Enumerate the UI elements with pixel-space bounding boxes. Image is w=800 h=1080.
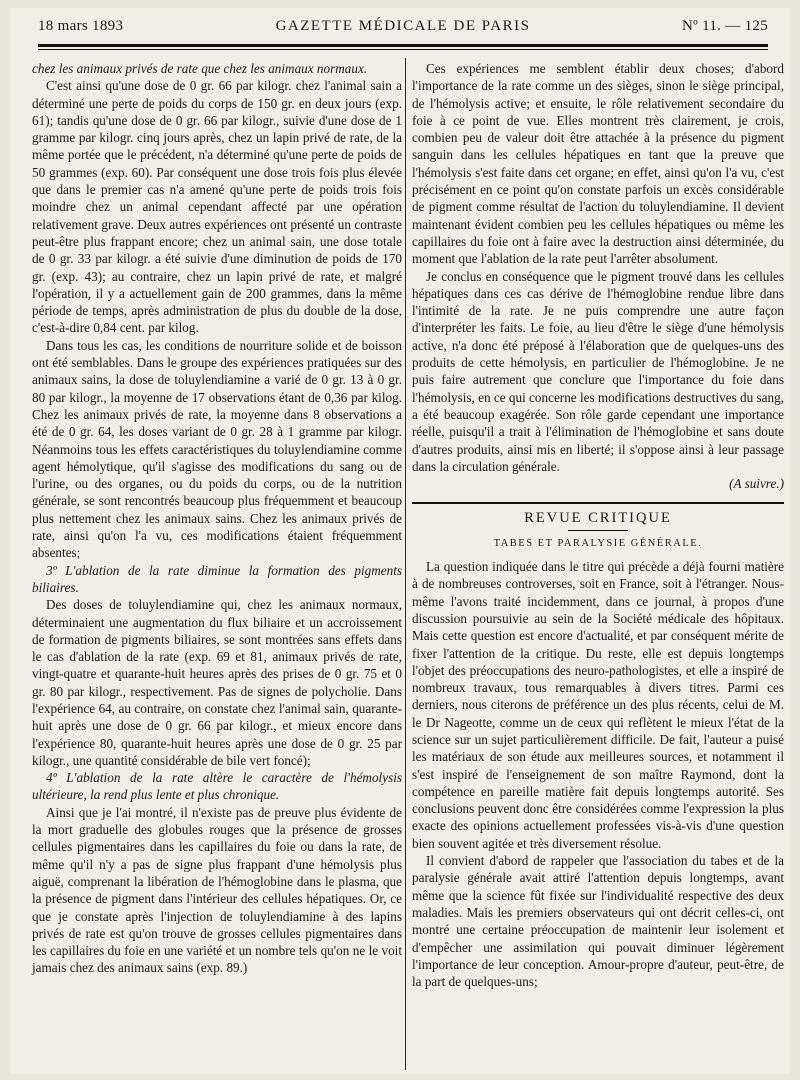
section-subtitle: TABES ET PARALYSIE GÉNÉRALE. <box>493 537 703 549</box>
paragraph: Des doses de toluylendiamine qui, chez les animaux normaux, déterminaient une augmentation du flux biliaire et un accroissement de formation de pigments biliaires, se sont montrées sans effets dans le cas d'ablation de la rate (exp. 69 et 81, animaux privés de rate, vingt-quatre et quarante-huit heures après des prises de 0 gr. 75 et 0 gr. 80 par kilogr., respectivement. Pas de signes de polycholie. Dans l'expérience 64, au contraire, on constate chez l'animal sain, quarante-huit après une dose de 0 gr. 66 par kilogr., et mieux encore dans l'expérience 80, quarante-huit heures après une dose de 0 gr. 25 par kilogr., une quantité considérable de bile vert foncé); <box>32 597 402 768</box>
paragraph: C'est ainsi qu'une dose de 0 gr. 66 par kilogr. chez l'animal sain a déterminé une perte de poids du corps de 150 gr. en deux jours (exp. 61); tandis qu'une dose de 0 gr. 66 par kilogr., suivie d'une dose de 1 gramme par kilogr. cinq jours après, chez un lapin privé de rate, de la même portée que le précédent, n'a déterminé qu'une perte de poids de 50 grammes (exp. 60). Par conséquent une dose trois fois plus élevée que dans le premier cas n'a amené qu'une perte de poids trois fois moindre chez un animal cependant affecté par une opération relativement grave. Deux autres expériences ont présenté un contraste peut-être plus frappant encore; chez un animal sain, une dose totale de 0 gr. 33 par kilogr. a été suivie d'une diminution de poids de 170 gr. (exp. 43); au contraire, chez un lapin privé de rate, et malgré l'opération, il y a actuellement gain de 200 grammes, dans la même période de temps, après administration de plus du double de la dose, c'est-à-dire 0,84 cent. par kilog. <box>32 78 402 336</box>
issue-number: Nº 11. — 125 <box>681 18 768 34</box>
paragraph: Il convient d'abord de rappeler que l'association du tabes et de la paralysie générale avait attiré l'attention depuis longtemps, avant même que la science fût fixée sur l'individualité respective des deux maladies. Mais les premiers observateurs qui ont décrit celles-ci, ont montré une certaine préoccupation de maintenir leur isolement et d'empêcher une assimilation qui pouvait diminuer légèrement l'importance de leur conception. Amour-propre d'auteur, peut-être, de la part de quelques-uns; <box>412 853 784 990</box>
paragraph: chez les animaux privés de rate que chez les animaux normaux. <box>32 61 368 76</box>
revue-critique-body <box>412 558 784 990</box>
paragraph: Ainsi que je l'ai montré, il n'existe pas de preuve plus évidente de la mort graduelle des globules rouges que la présence de grosses cellules pigmentaires dans les capillaires du foie ou dans la rate, de même qu'il n'y a pas de signe plus frappant d'une hémolysis plus aiguë, comprenant la libération de l'hémoglobine dans le plasma, que la présence de pigment dans l'intérieur des cellules hépatiques. Or, ce que je constate après l'injection de toluylendiamine à des lapins privés de rate est qu'on trouve de grosses cellules pigmentaires dans les capillaires du foie en une variété et un nombre tels qu'on ne le voit jamais chez des animaux sains (exp. 89.) <box>32 804 402 976</box>
section-separator <box>412 502 784 504</box>
paragraph: 4º L'ablation de la rate altère le caractère de l'hémolysis ultérieure, la rend plus lente et plus chronique. <box>32 770 402 803</box>
right-column <box>412 60 784 990</box>
to-be-continued: (A suivre.) <box>729 476 784 492</box>
header-rule-thin <box>38 49 768 50</box>
journal-title: GAZETTE MÉDICALE DE PARIS <box>275 18 531 34</box>
paragraph: Dans tous les cas, les conditions de nourriture solide et de boisson ont été semblables. Dans le groupe des expériences pratiquées sur des animaux sains, la dose de toluylendiamine a varié de 0 gr. 13 à 0 gr. 80 par kilogr., la moyenne de 17 observations étant de 0,36 par kilog. Chez les animaux privés de rate, la moyenne dans 8 observations a été de 0 gr. 64, les doses variant de 0 gr. 28 à 1 gramme par kilogr. Néanmoins tous les effets caractéristiques du toluylendiamine comme agent hémolytique, qu'il s'agisse des modifications du sang ou de l'urine, ou des organes, ou du poids du corps, ou de la nutrition générale, se sont rencontrés beaucoup plus fréquemment et beaucoup plus nettement chez les animaux sains. Chez les animaux privés de rate, ainsi qu'on l'a vu, ces modifications étaient fréquemment absentes; <box>32 337 402 561</box>
page-header <box>38 18 768 40</box>
column-divider <box>405 58 406 1070</box>
header-rule <box>38 44 768 47</box>
paragraph: Je conclus en conséquence que le pigment trouvé dans les cellules hépatiques dans ces cas dérive de l'hémoglobine rendue libre dans l'intimité de la rate. Je ne puis comprendre une autre façon d'interpréter les faits. Le foie, au lieu d'être le siège d'une hémolysis active, n'a donc été préposé à l'élaboration que de quelques-uns des produits de cette hémolysis, en particulier de l'hémoglobine. Je ne puis faire autrement que conclure que l'importance du foie dans l'hémolysis, en ce qui concerne les modifications destructives du sang, a été beaucoup exagérée. Son rôle garde cependant une importance réelle, puisqu'il a trait à l'élimination de l'hémoglobine et sans doute d'autres produits, ainsi mis en liberté; il s'oppose ainsi à leur passage dans la circulation générale. <box>412 268 784 474</box>
paragraph: La question indiquée dans le titre qui précède a déjà fourni matière à de nombreuses controverses, soit en France, soit à l'étranger. Nous-même l'avons traité incidemment, dans ce journal, à propos d'une discussion poursuivie au sein de la Société médicale des hôpitaux. Mais cette question est encore d'actualité, et par conséquent mérite de fixer l'attention de la critique. Du reste, elle est depuis longtemps l'objet des préoccupations des neuro-pathologistes, et elle a inspiré de nombreux travaux, tous remarquables à divers titres. Parmi ces derniers, nous citerons de préférence un des plus récents, celui de M. le Dr Nageotte, comme un de ceux qui reflètent le mieux l'état de la science sur un sujet particulièrement difficile. De fait, l'auteur a puisé les matériaux de son étude aux meilleures sources, et notamment il s'est inspiré de l'enseignement de son maître Raymond, dont la compétence en pareille matière fait depuis longtemps autorité. Ses conclusions peuvent donc être considérées comme l'expression la plus exacte des opinions actuellement professées vis-à-vis d'une question bien souvent agitée et très diversement résolue. <box>412 559 784 851</box>
right-column-continuation <box>412 60 784 475</box>
issue-date: 18 mars 1893 <box>38 18 124 34</box>
title-rule <box>568 530 628 531</box>
left-column <box>32 60 402 977</box>
paragraph: Ces expériences me semblent établir deux choses; d'abord l'importance de la rate comme un des sièges, sinon le siège principal, de l'hémolysis active; et ensuite, le rôle relativement secondaire du foie à ce point de vue. Elles montrent très clairement, je crois, combien peu de valeur doit être attachée à la présence du pigment sanguin dans les cellules hépatiques en tant que la preuve que l'hémolysis s'est faite dans cet organe; en effet, ainsi qu'on l'a vu, c'est précisément en ce point qu'on constate parfois un excès considérable de pigment comme résultat de l'action du toluylendiamine. Il devient maintenant évident combien peu les cellules hépatiques ou même les capillaires du foie ont à faire avec la destruction ainsi déterminée, du moment que l'ablation de la rate peut l'arrêter absolument. <box>412 61 784 267</box>
section-title: REVUE CRITIQUE <box>524 510 672 527</box>
paragraph: 3º L'ablation de la rate diminue la formation des pigments biliaires. <box>32 562 402 595</box>
newspaper-page <box>10 8 790 1074</box>
